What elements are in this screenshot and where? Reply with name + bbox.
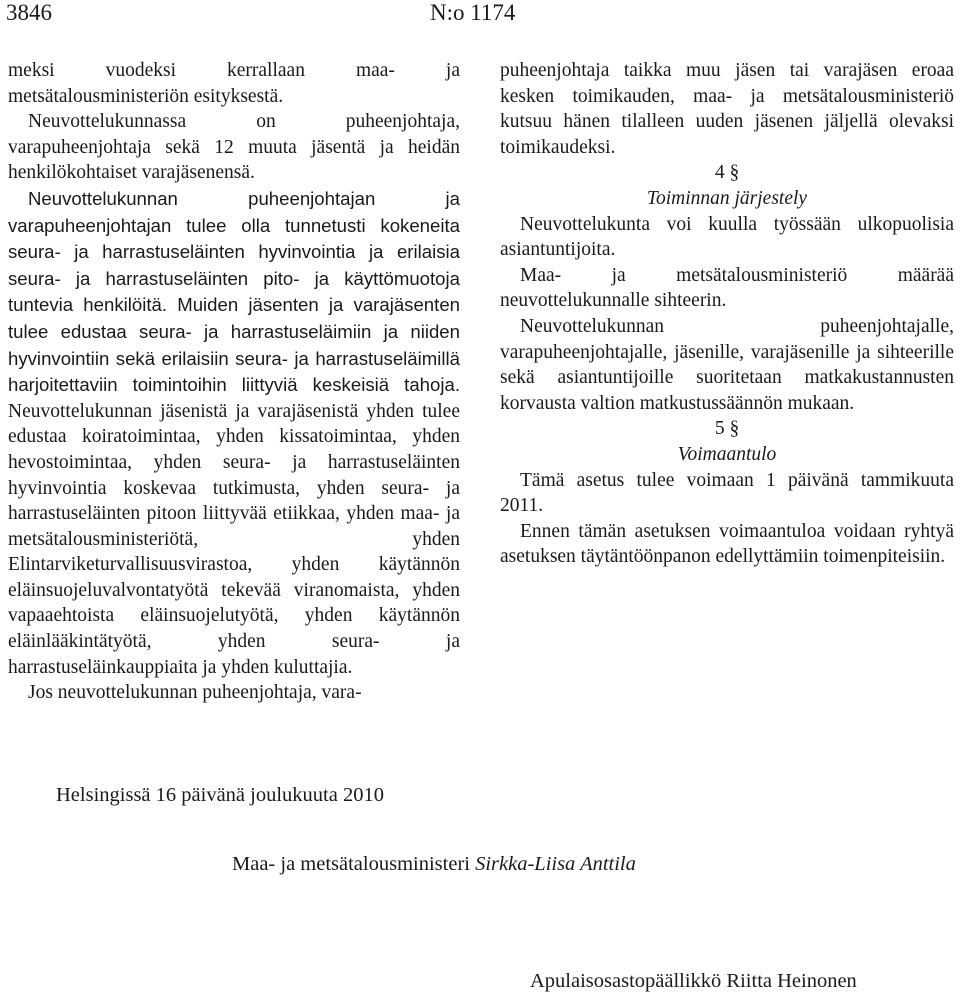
paragraph-text: Neuvottelukunnan jäsenistä ja varajäsenistä yhden tulee edustaa koiratoimintaa, yhden kissatoimintaa, yhden hevostoimintaa, yhden seura- ja harrastuseläinten hyvinvointia koskevaa tutkimusta, yhden seura- ja harrastuseläinten pitoon liittyvää etiikkaa, yhden maa- ja metsätalousministeriötä, yhden Elintarviketurvallisuusvirastoa, yhden käytännön eläinsuojeluvalvontatyötä tekevää viranomaista, yhden vapaaehtoista eläinsuojelutyötä, yhden käytännön eläinlääkintätyötä, yhden seura- ja harrastuseläinkauppiaita ja yhden kuluttajia. <box>8 400 460 678</box>
page-number: 3846 <box>6 0 52 25</box>
page-header <box>0 0 960 30</box>
place-and-date: Helsingissä 16 päivänä joulukuuta 2010 <box>56 784 384 806</box>
section-5-heading: 5 § <box>714 418 740 440</box>
paragraph: Neuvottelukunta voi kuulla työssään ulkopuolisia asiantuntijoita. <box>500 213 954 261</box>
paragraph <box>8 186 460 680</box>
paragraph: Tämä asetus tulee voimaan 1 päivänä tammikuuta 2011. <box>500 469 954 517</box>
paragraph: Neuvottelukunnassa on puheenjohtaja, varapuheenjohtaja sekä 12 muuta jäsentä ja heidän henkilökohtaiset varajäsenensä. <box>8 111 460 184</box>
section-4-title: Toiminnan järjestely <box>646 187 808 209</box>
paragraph: meksi vuodeksi kerrallaan maa- ja metsätalousministeriön esityksestä. <box>8 60 460 107</box>
official-signature: Apulaisosastopäällikkö Riitta Heinonen <box>530 970 857 992</box>
minister-name: Sirkka-Liisa Anttila <box>475 853 636 875</box>
paragraph: Jos neuvottelukunnan puheenjohtaja, vara- <box>28 682 362 704</box>
paragraph: Neuvottelukunnan puheenjohtajalle, varapuheenjohtajalle, jäsenille, varajäsenille ja sihteerille sekä asiantuntijoille suoritetaan matkakustannusten korvausta valtion matkustussäännön mukaan. <box>500 315 954 414</box>
paragraph-sans-text: Neuvottelukunnan puheenjohtajan ja varapuheenjohtajan tulee olla tunnetusti kokeneita seura- ja harrastuseläinten hyvinvointia ja erilaisia seura- ja harrastuseläinten pito- ja käyttömuotoja tuntevia henkilöitä. Muiden jäsenten ja varajäsenten tulee edustaa seura- ja harrastuseläimiin ja niiden hyvinvointiin sekä erilaisiin seura- ja harrastuseläimillä harjoitettaviin toimintoihin liittyviä keskeisiä tahoja. <box>8 187 460 396</box>
left-column <box>8 58 460 706</box>
section-4-heading: 4 § <box>714 162 740 184</box>
right-column <box>500 58 954 570</box>
issue-number: N:o 1174 <box>430 0 516 25</box>
paragraph: puheenjohtaja taikka muu jäsen tai varajäsen eroaa kesken toimikauden, maa- ja metsätalousministeriö kutsuu hänen tilalleen uuden jäsenen jäljellä olevaksi toimikaudeksi. <box>500 60 954 158</box>
minister-title: Maa- ja metsätalousministeri <box>232 853 476 875</box>
minister-signature <box>232 853 636 876</box>
paragraph: Ennen tämän asetuksen voimaantuloa voidaan ryhtyä asetuksen täytäntöönpanon edellyttämiin toimenpiteisiin. <box>500 520 954 568</box>
section-5-title: Voimaantulo <box>677 443 777 465</box>
paragraph: Maa- ja metsätalousministeriö määrää neuvottelukunnalle sihteerin. <box>500 264 954 312</box>
